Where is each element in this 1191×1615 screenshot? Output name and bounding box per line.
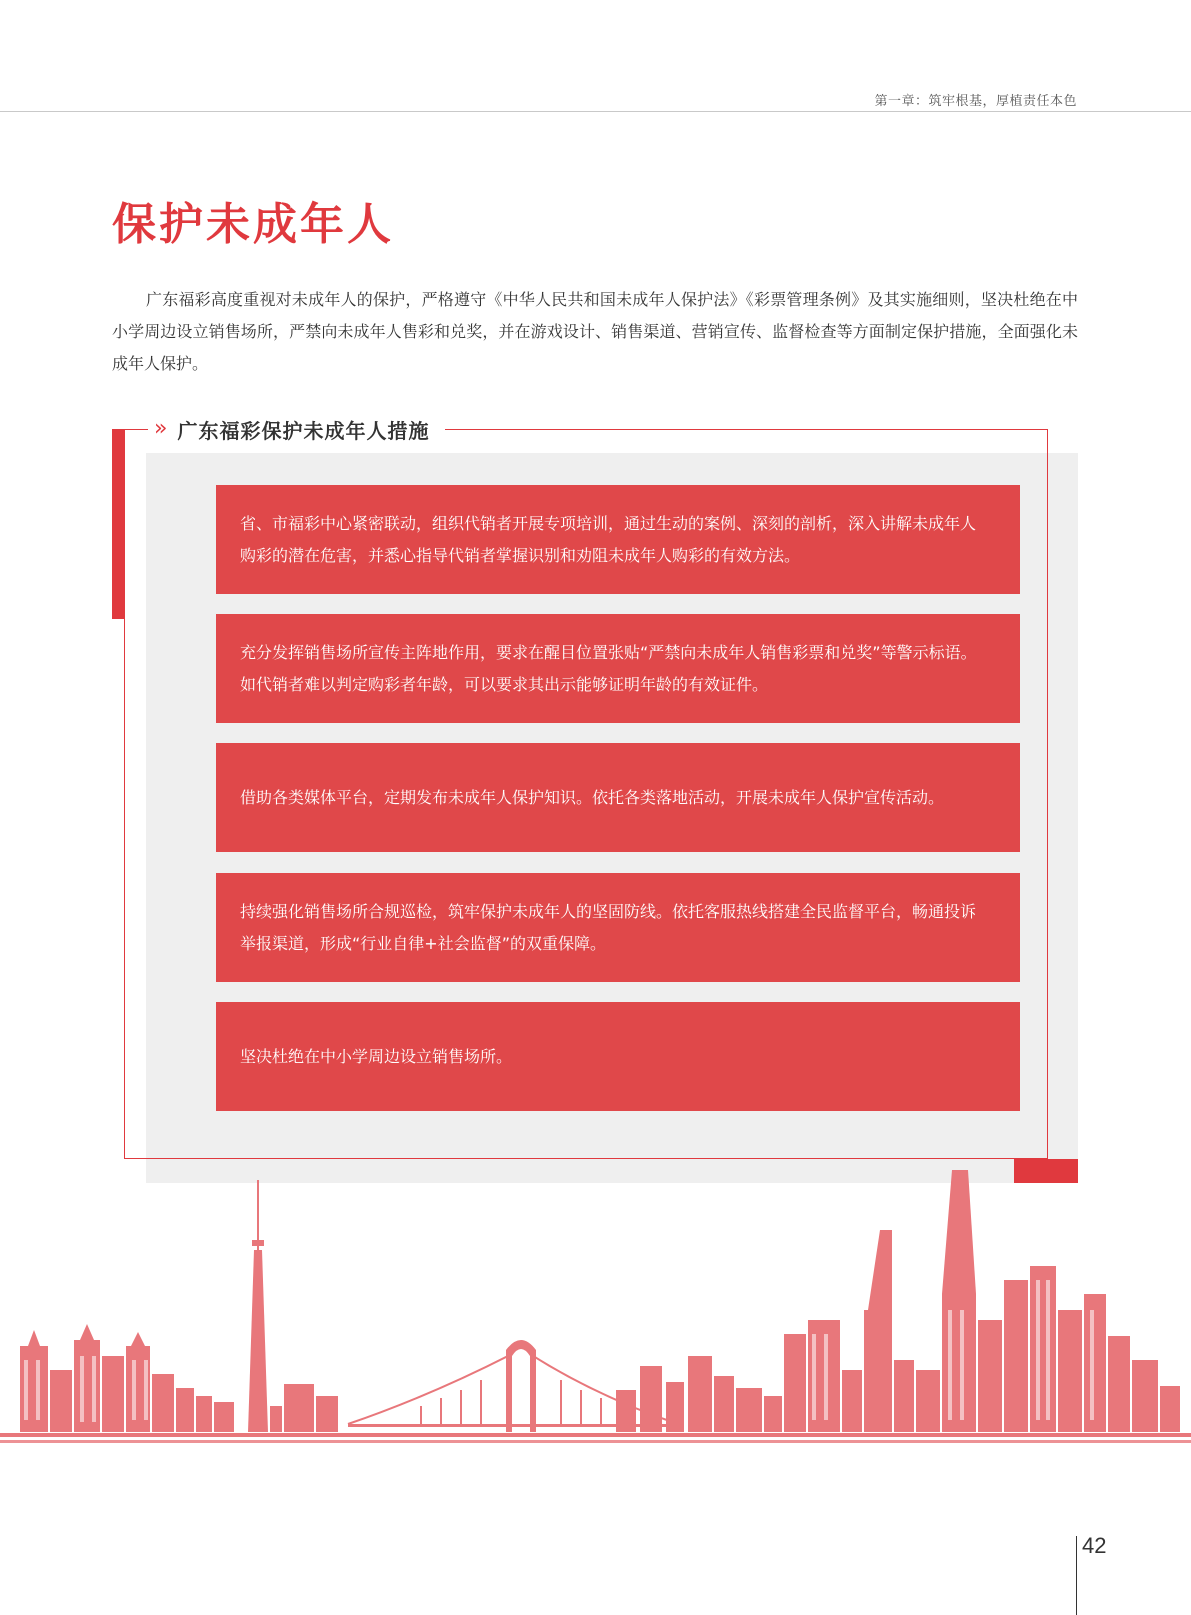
measure-card-4 [216, 873, 1020, 982]
city-skyline-illustration [0, 1170, 1191, 1460]
measure-card-1 [216, 485, 1020, 594]
measure-card-2 [216, 614, 1020, 723]
measure-card-5 [216, 1002, 1020, 1111]
measure-text: 充分发挥销售场所宣传主阵地作用，要求在醒目位置张贴“严禁向未成年人销售彩票和兑奖”等警示标语。如代销者难以判定购彩者年龄，可以要求其出示能够证明年龄的有效证件。 [240, 642, 977, 694]
accent-bar-notch [112, 611, 124, 619]
section-title: 广东福彩保护未成年人措施 [177, 418, 430, 443]
intro-paragraph: 广东福彩高度重视对未成年人的保护，严格遵守《中华人民共和国未成年人保护法》《彩票管理条例》及其实施细则，坚决杜绝在中小学周边设立销售场所，严禁向未成年人售彩和兑奖，并在游戏设计、销售渠道、营销宣传、监督检查等方面制定保护措施，全面强化未成年人保护。 [112, 290, 1078, 373]
measure-text: 省、市福彩中心紧密联动，组织代销者开展专项培训，通过生动的案例、深刻的剖析，深入讲解未成年人购彩的潜在危害，并悉心指导代销者掌握识别和劝阻未成年人购彩的有效方法。 [240, 513, 977, 565]
measure-card-3 [216, 743, 1020, 852]
section-heading [148, 414, 445, 444]
page-title: 保护未成年人 [112, 199, 394, 250]
header-divider [0, 111, 1191, 112]
page-number: 42 [1082, 1533, 1107, 1558]
page-number-rule [1076, 1536, 1077, 1615]
measure-text: 持续强化销售场所合规巡检，筑牢保护未成年人的坚固防线。依托客服热线搭建全民监督平台，畅通投诉举报渠道，形成“行业自律+社会监督”的双重保障。 [240, 901, 977, 953]
measure-text: 借助各类媒体平台，定期发布未成年人保护知识。依托各类落地活动，开展未成年人保护宣传活动。 [240, 787, 945, 807]
chapter-title: 第一章：筑牢根基，厚植责任本色 [874, 94, 1077, 109]
double-chevron-icon: » [154, 416, 168, 441]
measure-text: 坚决杜绝在中小学周边设立销售场所。 [240, 1046, 513, 1066]
accent-bar [112, 429, 124, 619]
